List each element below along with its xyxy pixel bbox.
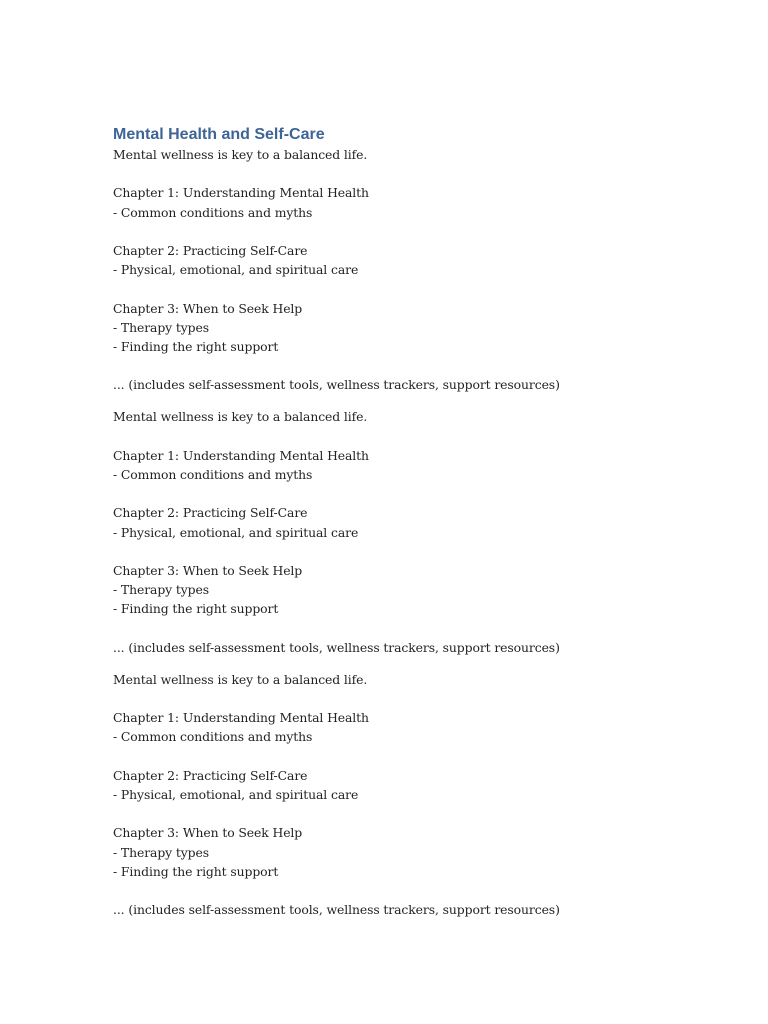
chapter-3-item: - Therapy types xyxy=(113,582,209,598)
document-title: Mental Health and Self-Care xyxy=(113,126,325,143)
includes-note: ... (includes self-assessment tools, wellness trackers, support resources) xyxy=(113,639,560,655)
chapter-2-heading: Chapter 2: Practicing Self-Care xyxy=(113,767,308,783)
chapter-2-item: - Physical, emotional, and spiritual care xyxy=(113,787,359,802)
intro-text: Mental wellness is key to a balanced life. xyxy=(113,671,368,687)
intro-text: Mental wellness is key to a balanced life. xyxy=(113,147,368,162)
chapter-3-heading: Chapter 3: When to Seek Help xyxy=(113,825,303,841)
chapter-2-heading: Chapter 2: Practicing Self-Care xyxy=(113,505,308,521)
chapter-2-item: - Physical, emotional, and spiritual care xyxy=(113,524,359,540)
includes-note: ... (includes self-assessment tools, wellness trackers, support resources) xyxy=(113,902,560,918)
includes-note: ... (includes self-assessment tools, wellness trackers, support resources) xyxy=(113,377,560,393)
chapter-2-heading: Chapter 2: Practicing Self-Care xyxy=(113,242,308,258)
chapter-1-heading: Chapter 1: Understanding Mental Health xyxy=(113,185,369,201)
chapter-3-heading: Chapter 3: When to Seek Help xyxy=(113,300,303,316)
chapter-1-heading: Chapter 1: Understanding Mental Health xyxy=(113,710,369,726)
chapter-3-item: - Therapy types xyxy=(113,844,209,860)
chapter-3-item: - Finding the right support xyxy=(113,863,279,879)
chapter-1-item: - Common conditions and myths xyxy=(113,467,313,482)
chapter-1-item: - Common conditions and myths xyxy=(113,729,313,745)
content-block-3 xyxy=(113,670,713,919)
content-block-2 xyxy=(113,407,713,656)
chapter-1-heading: Chapter 1: Understanding Mental Health xyxy=(113,447,369,463)
content-block-1 xyxy=(113,145,713,394)
chapter-3-heading: Chapter 3: When to Seek Help xyxy=(113,562,303,578)
intro-text: Mental wellness is key to a balanced life. xyxy=(113,409,368,425)
chapter-2-item: - Physical, emotional, and spiritual care xyxy=(113,262,359,278)
document-body xyxy=(113,125,713,919)
chapter-3-item: - Finding the right support xyxy=(113,338,279,354)
chapter-3-item: - Finding the right support xyxy=(113,601,279,617)
chapter-1-item: - Common conditions and myths xyxy=(113,204,313,220)
chapter-3-item: - Therapy types xyxy=(113,319,209,335)
